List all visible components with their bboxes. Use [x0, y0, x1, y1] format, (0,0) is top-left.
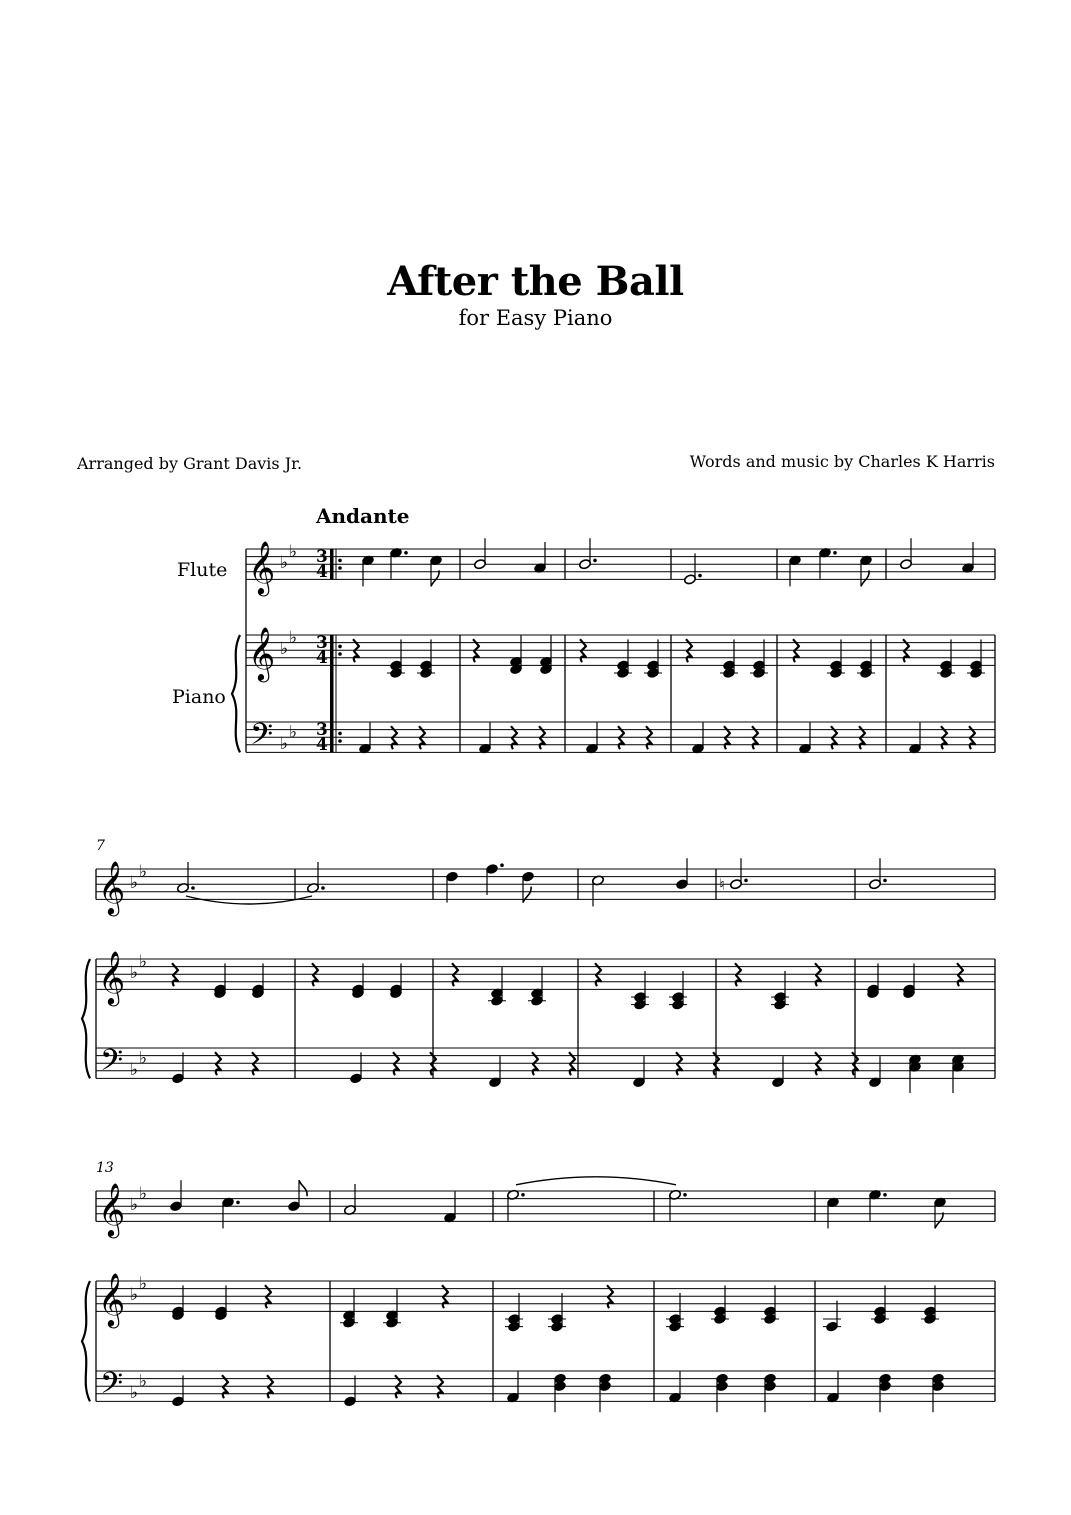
- brace: [82, 959, 90, 1078]
- key-signature-flat: ♭: [130, 963, 139, 984]
- flag: [523, 887, 531, 903]
- time-signature-bottom: 4: [316, 648, 328, 668]
- bass-clef-icon: 𝄢: [250, 718, 274, 759]
- flag: [299, 1180, 307, 1196]
- flag: [431, 570, 439, 586]
- augmentation-dot: [338, 732, 342, 736]
- augmentation-dot: [321, 886, 325, 890]
- key-signature-flat: ♭: [289, 722, 298, 743]
- key-signature-flat: ♭: [289, 541, 298, 562]
- repeat-barline: [330, 549, 334, 579]
- natural-sign: ♮: [719, 875, 725, 895]
- augmentation-dot: [593, 559, 597, 563]
- augmentation-dot: [338, 566, 342, 570]
- treble-clef-icon: 𝄞: [98, 950, 126, 1004]
- treble-clef-icon: 𝄞: [248, 540, 276, 594]
- key-signature-flat: ♭: [139, 861, 148, 882]
- piano-bass-staff: [96, 1371, 995, 1401]
- augmentation-dot: [833, 551, 837, 555]
- treble-clef-icon: 𝄞: [98, 1182, 126, 1236]
- time-signature-top: 3: [316, 720, 328, 740]
- augmentation-dot: [236, 1201, 240, 1205]
- key-signature-flat: ♭: [139, 1273, 148, 1294]
- treble-clef-icon: 𝄞: [98, 1272, 126, 1326]
- augmentation-dot: [338, 559, 342, 563]
- piano-treble-staff: [246, 635, 995, 665]
- bass-clef-icon: 𝄢: [100, 1044, 124, 1085]
- flute-staff: [246, 549, 995, 579]
- augmentation-dot: [191, 886, 195, 890]
- composer-credit: Words and music by Charles K Harris: [689, 452, 995, 471]
- augmentation-dot: [744, 879, 748, 883]
- augmentation-dot: [683, 1193, 687, 1197]
- measure-number-13: 13: [96, 1160, 114, 1176]
- repeat-barline: [330, 635, 334, 752]
- score-title: After the Ball: [387, 258, 684, 305]
- augmentation-dot: [338, 645, 342, 649]
- key-signature-flat: ♭: [289, 627, 298, 648]
- piano-treble-staff: [96, 959, 995, 989]
- key-signature-flat: ♭: [130, 873, 139, 894]
- time-signature-top: 3: [316, 633, 328, 653]
- piano-bass-staff: [96, 1048, 995, 1078]
- treble-clef-icon: 𝄞: [98, 860, 126, 914]
- augmentation-dot: [698, 574, 702, 578]
- key-signature-flat: ♭: [139, 1371, 148, 1392]
- augmentation-dot: [338, 739, 342, 743]
- brace: [232, 635, 240, 752]
- augmentation-dot: [883, 1193, 887, 1197]
- brace: [82, 1281, 90, 1401]
- time-signature-bottom: 4: [316, 562, 328, 582]
- augmentation-dot: [883, 879, 887, 883]
- flute-staff: [96, 1191, 995, 1221]
- score-subtitle: for Easy Piano: [458, 306, 613, 330]
- instrument-label-piano: Piano: [172, 686, 226, 708]
- key-signature-flat: ♭: [280, 639, 289, 660]
- time-signature-bottom: 4: [316, 735, 328, 755]
- key-signature-flat: ♭: [130, 1382, 139, 1403]
- augmentation-dot: [500, 863, 504, 867]
- flute-staff: [96, 869, 995, 899]
- tie: [516, 1177, 676, 1185]
- key-signature-flat: ♭: [130, 1195, 139, 1216]
- augmentation-dot: [521, 1193, 525, 1197]
- key-signature-flat: ♭: [139, 1183, 148, 1204]
- key-signature-flat: ♭: [139, 1048, 148, 1069]
- measure-number-7: 7: [96, 838, 105, 854]
- tie: [186, 896, 312, 904]
- augmentation-dot: [404, 551, 408, 555]
- arranger-credit: Arranged by Grant Davis Jr.: [77, 454, 303, 473]
- key-signature-flat: ♭: [280, 733, 289, 754]
- key-signature-flat: ♭: [130, 1059, 139, 1080]
- tempo-marking: Andante: [316, 504, 410, 528]
- bass-clef-icon: 𝄢: [100, 1367, 124, 1408]
- key-signature-flat: ♭: [280, 553, 289, 574]
- time-signature-top: 3: [316, 547, 328, 567]
- flag: [935, 1212, 943, 1228]
- piano-treble-staff: [96, 1281, 995, 1311]
- augmentation-dot: [338, 652, 342, 656]
- flag: [861, 570, 869, 586]
- key-signature-flat: ♭: [139, 951, 148, 972]
- treble-clef-icon: 𝄞: [248, 626, 276, 680]
- key-signature-flat: ♭: [130, 1285, 139, 1306]
- instrument-label-flute: Flute: [177, 559, 228, 581]
